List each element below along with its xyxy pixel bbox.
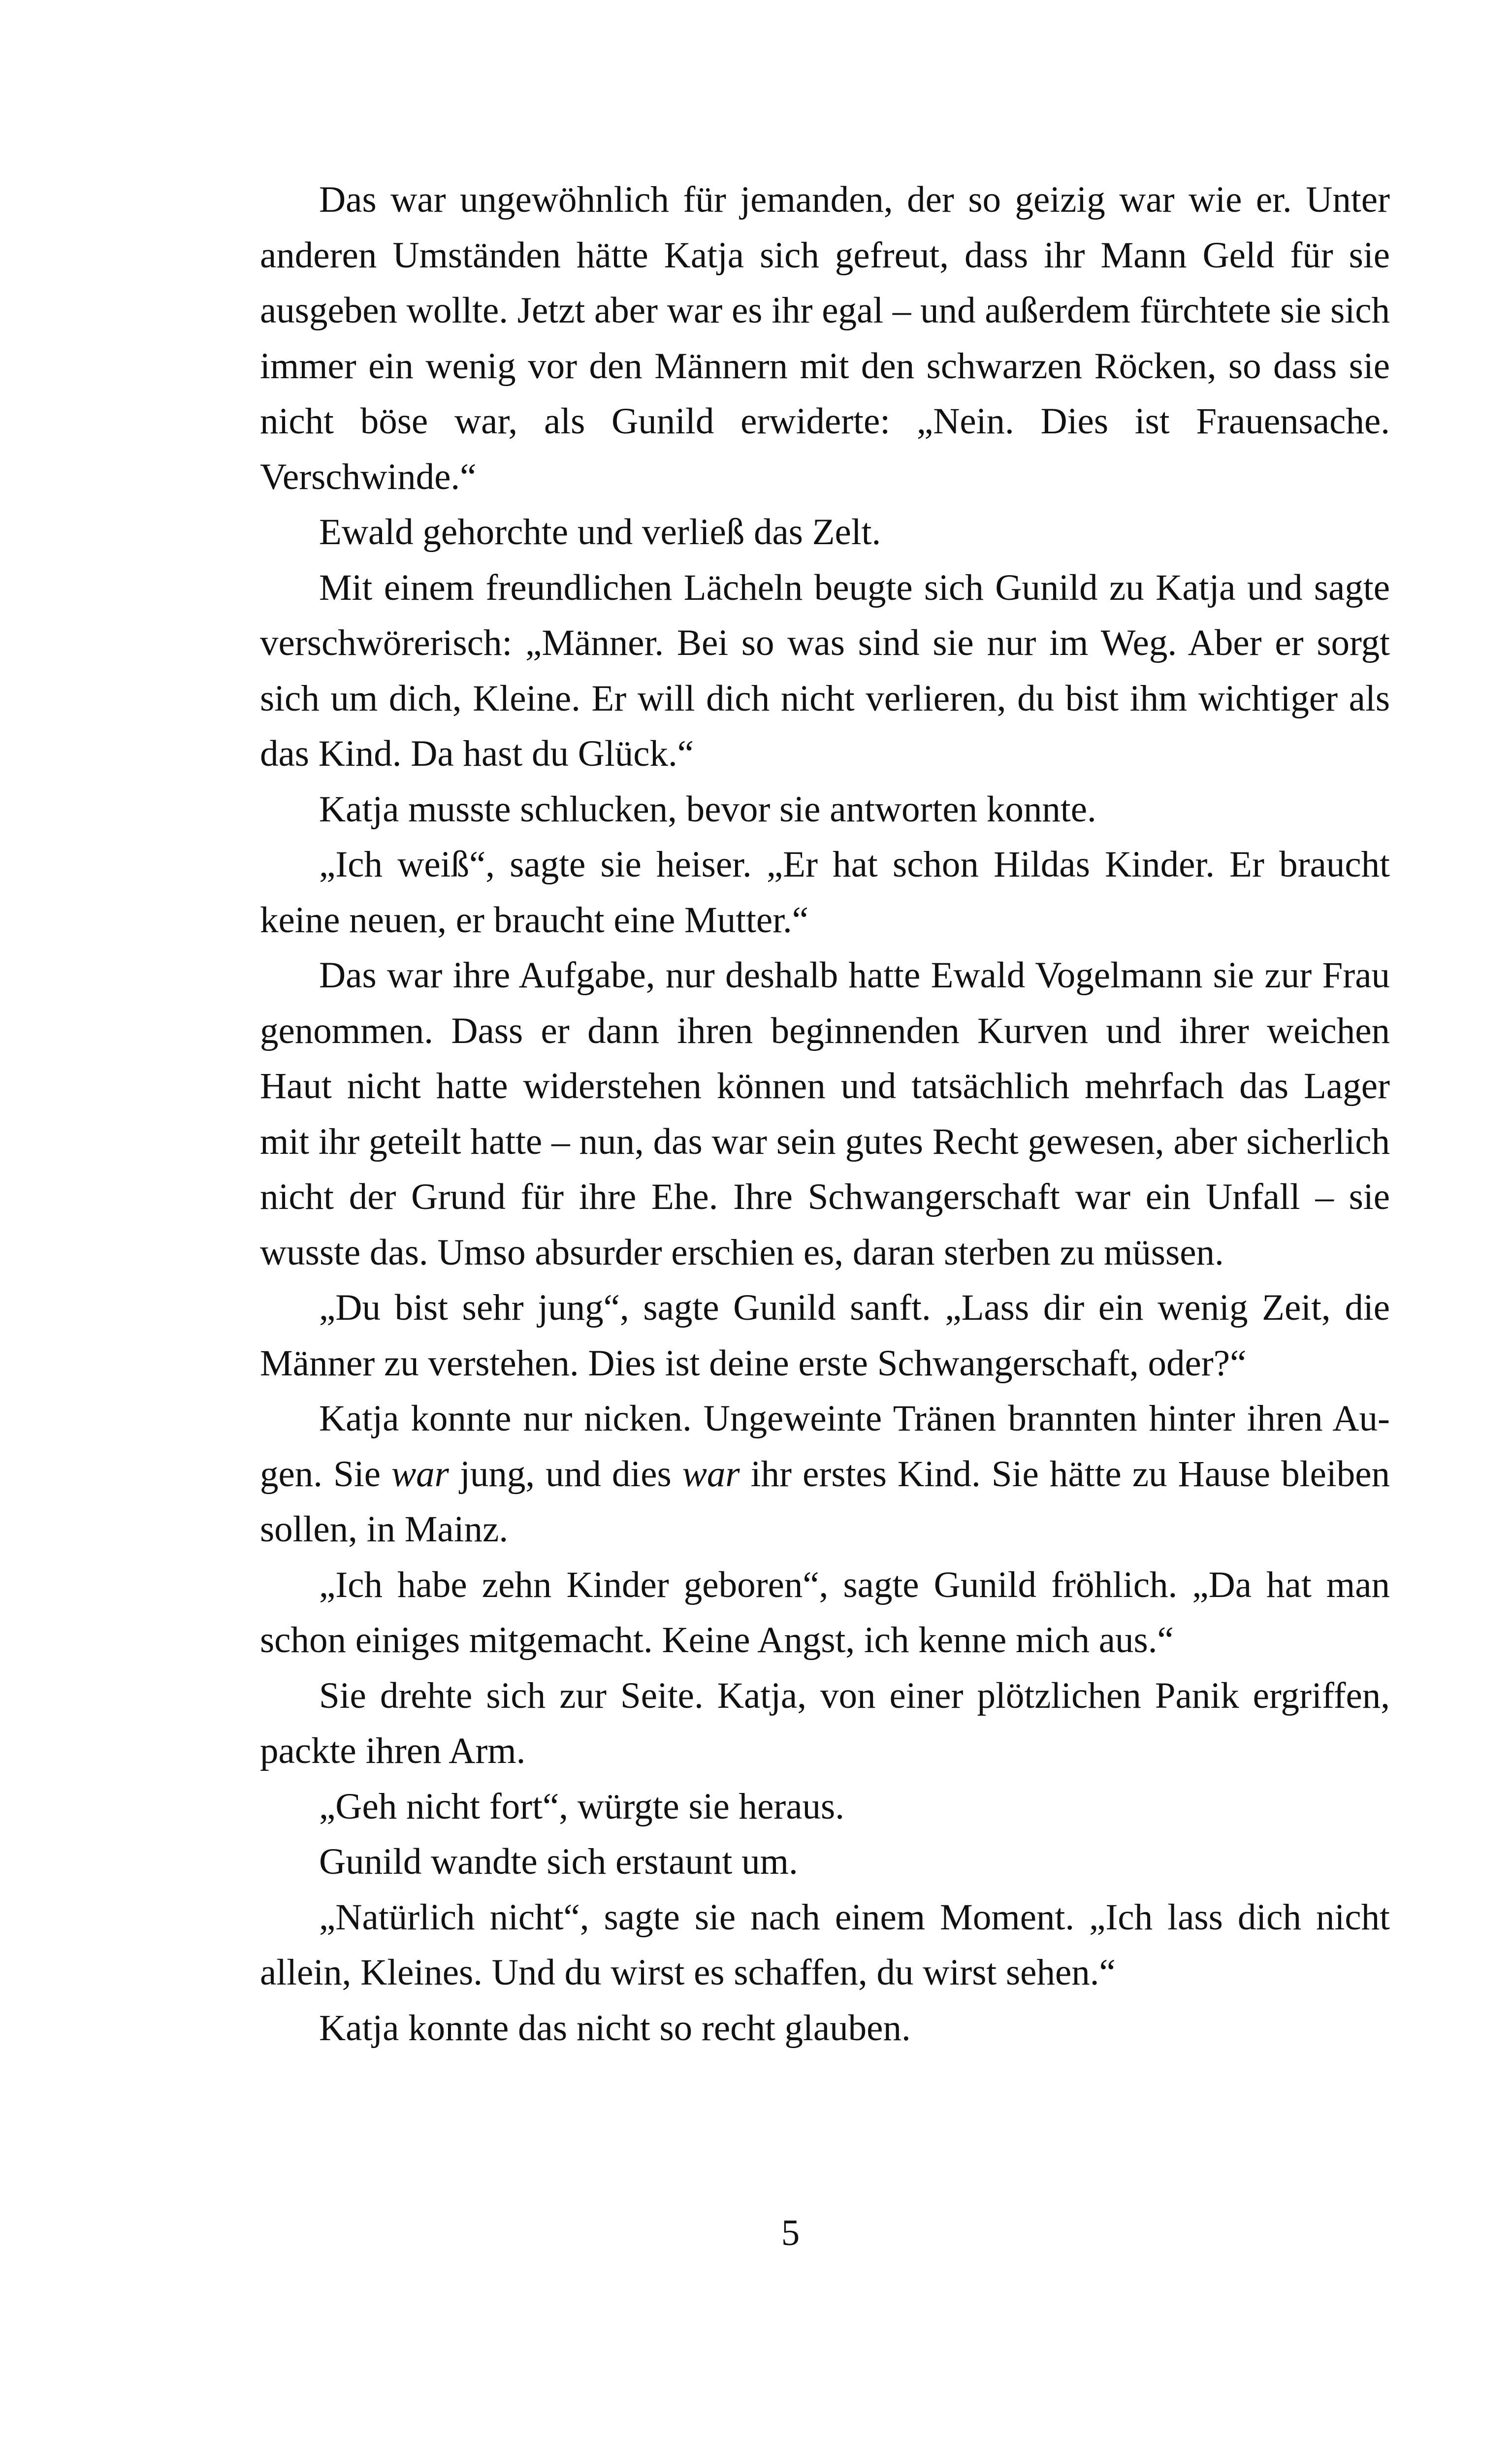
paragraph: „Ich weiß“, sagte sie heiser. „Er hat schon Hildas Kinder. Er braucht keine neuen, er braucht eine Mutter.“ [260,844,1390,941]
paragraph: Ewald gehorchte und verließ das Zelt. [319,512,881,553]
italic-emphasis: war [391,1453,449,1495]
text-run: Katja konnte nur nicken. Ungeweinte Tränen brannten hinter ihren Augen. Sie [260,1398,1390,1495]
paragraph: Katja konnte das nicht so recht glauben. [319,2007,911,2049]
text-run: jung, und dies [449,1453,682,1495]
text-run: ihr erstes Kind. Sie hätte zu Hause bleiben sollen, in Mainz. [260,1453,1390,1550]
paragraph-with-emphasis [260,1391,1390,1558]
paragraph: „Geh nicht fort“, würgte sie heraus. [319,1786,844,1827]
paragraph: „Du bist sehr jung“, sagte Gunild sanft. „Lass dir ein wenig Zeit, die Männer zu verstehen. Dies ist deine erste Schwangerschaft, oder?“ [260,1287,1390,1384]
page-number: 5 [781,2213,800,2253]
paragraph: Das war ihre Aufgabe, nur deshalb hatte Ewald Vogelmann sie zur Frau genommen. Dass er dann ihren beginnenden Kurven und ihrer weichen Haut nicht hatte widerstehen können und tatsächlich mehrfach das Lager mit ihr geteilt hatte – nun, das war sein gutes Recht gewesen, aber sicherlich nicht der Grund für ihre Ehe. Ihre Schwangerschaft war ein Unfall – sie wusste das. Umso absurder erschien es, daran sterben zu müssen. [260,955,1390,1273]
paragraph: Sie drehte sich zur Seite. Katja, von einer plötzlichen Panik ergriffen, packte ihren Arm. [260,1675,1390,1771]
paragraph: „Ich habe zehn Kinder geboren“, sagte Gunild fröhlich. „Da hat man schon einiges mitgemacht. Keine Angst, ich kenne mich aus.“ [260,1564,1390,1661]
body-text [260,172,1390,2056]
paragraph: Das war ungewöhnlich für jemanden, der so geizig war wie er. Unter anderen Umständen hätte Katja sich gefreut, dass ihr Mann Geld für sie ausgeben wollte. Jetzt aber war es ihr egal – und außerdem fürchtete sie sich immer ein wenig vor den Männern mit den schwarzen Röcken, so dass sie nicht böse war, als Gunild erwiderte: „Nein. Dies ist Frauensache. Verschwinde.“ [260,179,1390,497]
paragraph: „Natürlich nicht“, sagte sie nach einem Moment. „Ich lass dich nicht allein, Kleines. Und du wirst es schaffen, du wirst sehen.“ [260,1896,1390,1993]
paragraph: Gunild wandte sich erstaunt um. [319,1841,798,1882]
paragraph: Mit einem freundlichen Lächeln beugte sich Gunild zu Katja und sagte verschwörerisch: „Männer. Bei so was sind sie nur im Weg. Aber er sorgt sich um dich, Kleine. Er will dich nicht verlieren, du bist ihm wichtiger als das Kind. Da hast du Glück.“ [260,567,1390,774]
italic-emphasis: war [682,1453,740,1495]
paragraph: Katja musste schlucken, bevor sie antworten konnte. [319,788,1096,830]
